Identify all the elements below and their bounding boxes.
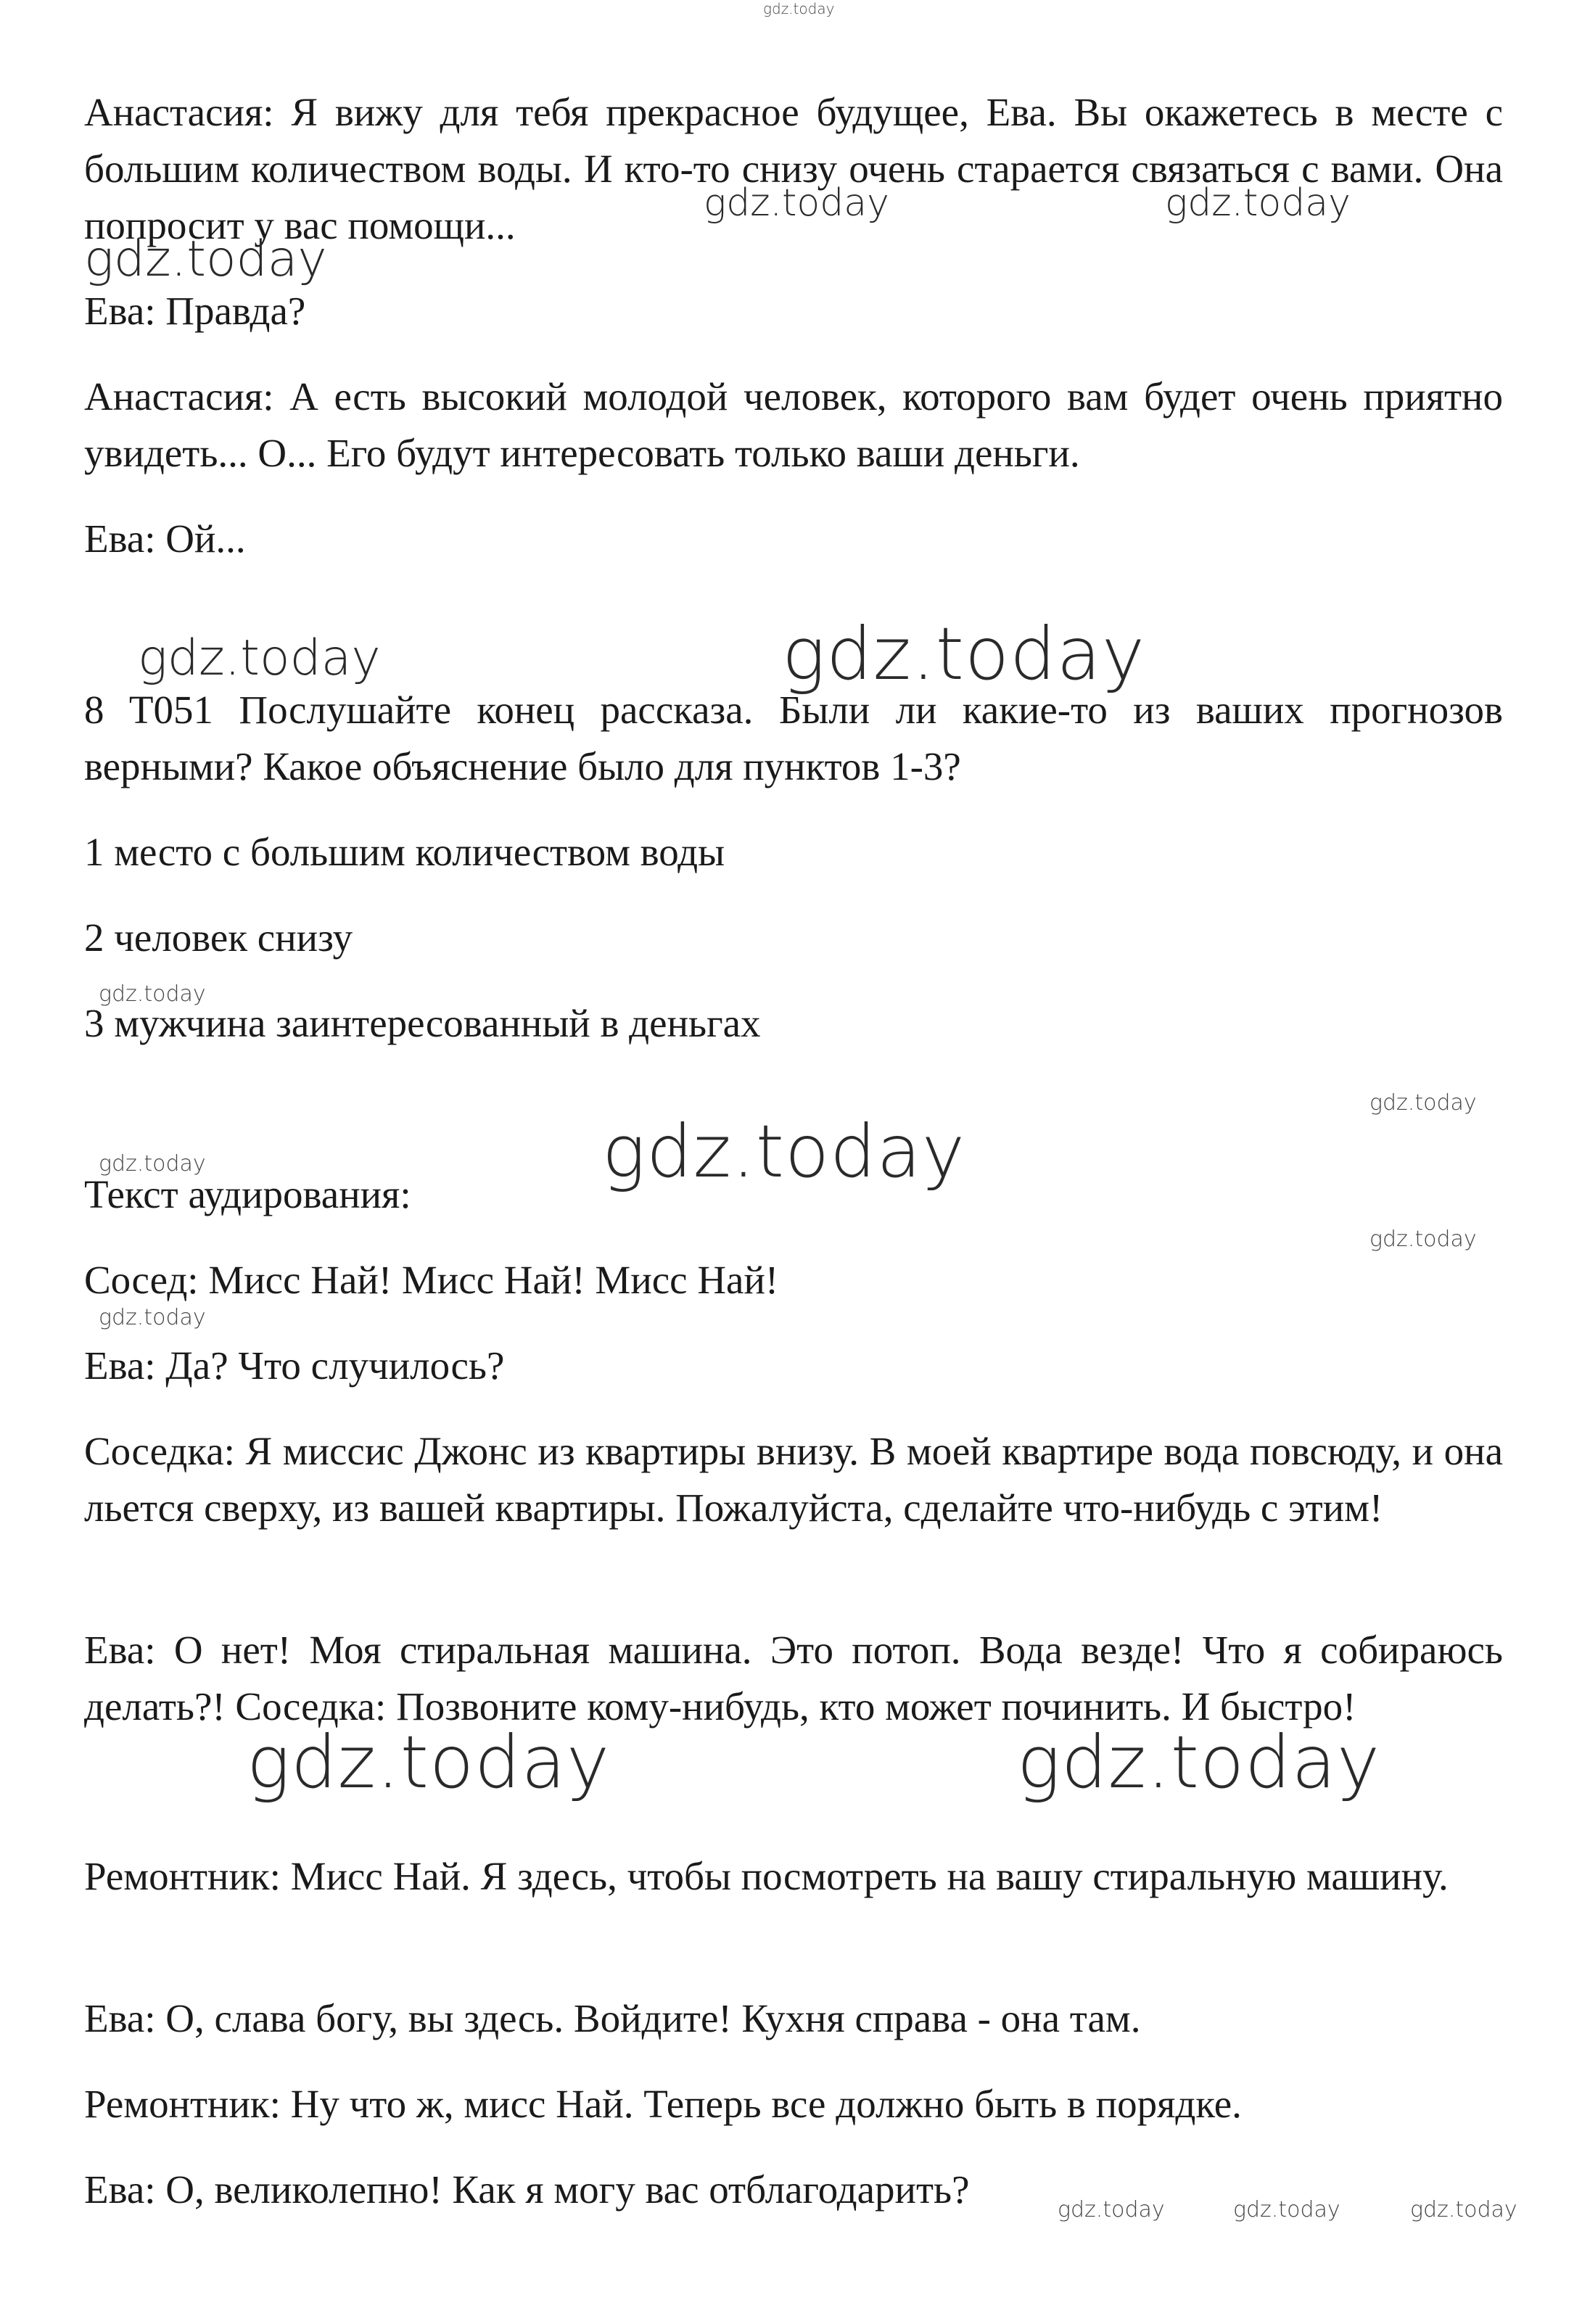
watermark: gdz.today (138, 630, 381, 687)
watermark: gdz.today (763, 0, 835, 17)
watermark: gdz.today (1369, 1090, 1477, 1116)
paragraph-eva-3: Ева: Да? Что случилось? (84, 1343, 505, 1388)
watermark: gdz.today (99, 981, 206, 1007)
watermark: gdz.today (247, 1720, 611, 1805)
paragraph-eva-2: Ева: Ой... (84, 516, 246, 561)
paragraph-eva-1: Ева: Правда? (84, 289, 306, 333)
watermark: gdz.today (99, 1305, 206, 1330)
watermark: gdz.today (1058, 2197, 1165, 2222)
list-item-3: 3 мужчина заинтересованный в деньгах (84, 1001, 761, 1045)
paragraph-anastasia-2: Анастасия: А есть высокий молодой человек, которого вам будет очень приятно увидеть... О... Его будут интересовать только ваши деньги. (84, 374, 1503, 475)
watermark: gdz.today (84, 231, 327, 288)
paragraph-neighbor-1: Сосед: Мисс Най! Мисс Най! Мисс Най! (84, 1258, 779, 1302)
list-item-1: 1 место с большим количеством воды (84, 830, 725, 874)
paragraph-repairman-2: Ремонтник: Ну что ж, мисс Най. Теперь все должно быть в порядке. (84, 2082, 1242, 2126)
watermark: gdz.today (1233, 2197, 1340, 2222)
watermark: gdz.today (602, 1109, 966, 1194)
watermark: gdz.today (1017, 1720, 1381, 1805)
listening-text-heading: Текст аудирования: (84, 1172, 411, 1216)
watermark: gdz.today (99, 1151, 206, 1177)
paragraph-eva-4: Ева: О нет! Моя стиральная машина. Это потоп. Вода везде! Что я собираюсь делать?! Соседка: Позвоните кому-нибудь, кто может починить. И быстро! (84, 1628, 1503, 1728)
watermark: gdz.today (704, 181, 889, 225)
paragraph-eva-5: Ева: О, слава богу, вы здесь. Войдите! Кухня справа - она там. (84, 1996, 1141, 2040)
paragraph-eva-6: Ева: О, великолепно! Как я могу вас отблагодарить? (84, 2167, 970, 2212)
watermark: gdz.today (1369, 1227, 1477, 1252)
list-item-2: 2 человек снизу (84, 915, 353, 960)
watermark: gdz.today (782, 611, 1146, 696)
paragraph-anastasia-1: Анастасия: Я вижу для тебя прекрасное будущее, Ева. Вы окажетесь в месте с большим количеством воды. И кто-то снизу очень старается связаться с вами. Она попросит у вас помощи... (84, 90, 1503, 247)
watermark: gdz.today (1165, 181, 1351, 225)
task-8-heading: 8 T051 Послушайте конец рассказа. Были ли какие-то из ваших прогнозов верными? Какое объяснение было для пунктов 1-3? (84, 688, 1503, 788)
paragraph-repairman-1: Ремонтник: Мисс Най. Я здесь, чтобы посмотреть на вашу стиральную машину. (84, 1854, 1449, 1898)
watermark: gdz.today (1410, 2197, 1517, 2222)
paragraph-neighbor-2: Соседка: Я миссис Джонс из квартиры внизу. В моей квартире вода повсюду, и она льется сверху, из вашей квартиры. Пожалуйста, сделайте что-нибудь с этим! (84, 1429, 1503, 1530)
